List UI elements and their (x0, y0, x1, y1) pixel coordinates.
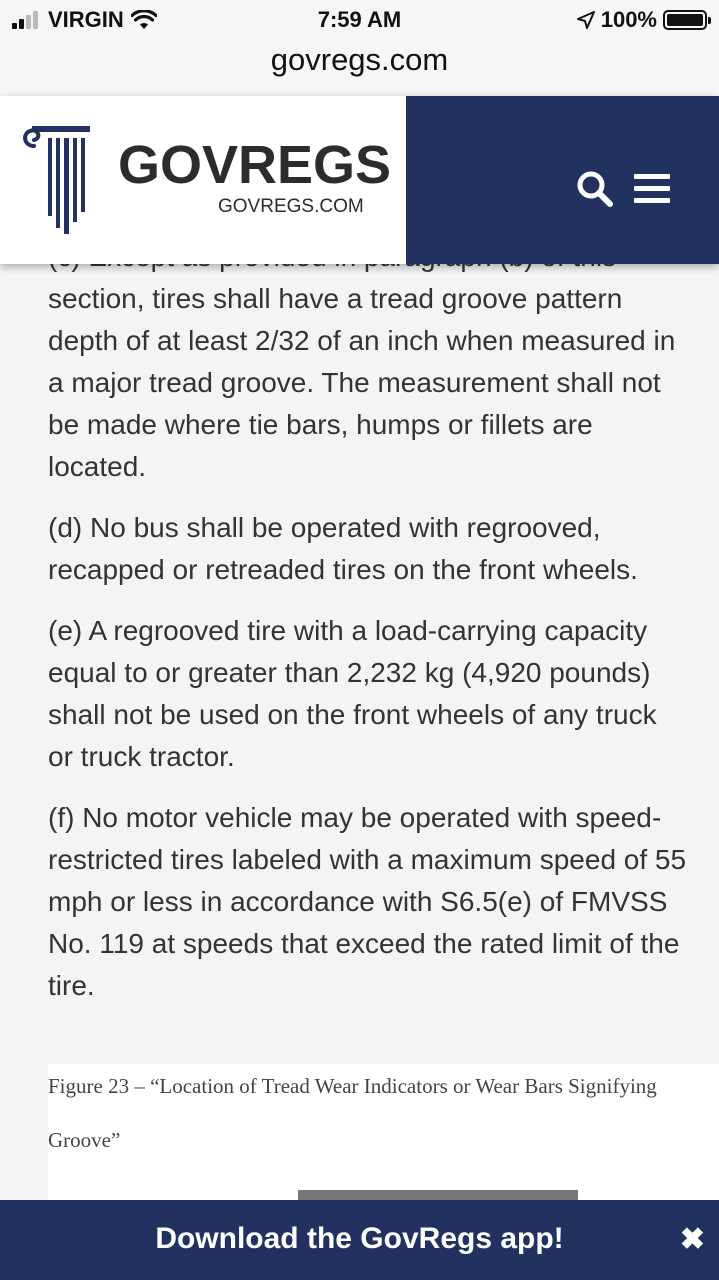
carrier-name: VIRGIN (48, 7, 124, 32)
paragraph-e: (e) A regrooved tire with a load-carrying capacity equal to or greater than 2,232 kg (4,920 pounds) shall not be used on the front wheels of any truck or truck tractor. (48, 615, 657, 772)
paragraph-c: section, tires shall have a tread groove pattern depth of at least 2/32 of an inch when measured in a major tread groove. The measurement shall not be made where tie bars, humps or fillets are located. (48, 283, 676, 482)
status-right (577, 7, 707, 33)
paragraph-d: (d) No bus shall be operated with regrooved, recapped or retreaded tires on the front wheels. (48, 512, 638, 585)
regulation-content (48, 236, 688, 1026)
logo-link[interactable] (0, 96, 406, 264)
download-app-text[interactable]: Download the GovRegs app! (155, 1222, 564, 1255)
figure-caption-line-2: Groove” (48, 1128, 121, 1152)
download-app-banner[interactable] (0, 1200, 719, 1280)
status-bar (0, 0, 719, 40)
close-banner-icon[interactable]: ✖ (679, 1223, 705, 1256)
battery-percent: 100% (600, 7, 657, 32)
search-icon[interactable] (576, 170, 614, 208)
header-nav (406, 96, 719, 264)
location-arrow-icon (577, 11, 595, 29)
figure-23 (48, 1064, 719, 1200)
paragraph-f: (f) No motor vehicle may be operated with speed-restricted tires labeled with a maximum speed of 55 mph or less in accordance with S6.5(e) of FMVSS No. 119 at speeds that exceed the rated limit of the tire. (48, 802, 687, 1001)
hamburger-menu-icon[interactable] (634, 174, 670, 204)
status-time: 7:59 AM (317, 7, 402, 32)
column-logo-icon (18, 126, 90, 234)
logo-title: GOVREGS (118, 135, 392, 195)
figure-caption-line-1: Figure 23 – “Location of Tread Wear Indicators or Wear Bars Signifying (48, 1074, 657, 1098)
logo-subtitle: GOVREGS.COM (218, 196, 364, 217)
figure-image (298, 1190, 578, 1200)
site-header (0, 96, 719, 264)
url-bar[interactable]: govregs.com (0, 40, 719, 96)
battery-icon (663, 10, 707, 30)
